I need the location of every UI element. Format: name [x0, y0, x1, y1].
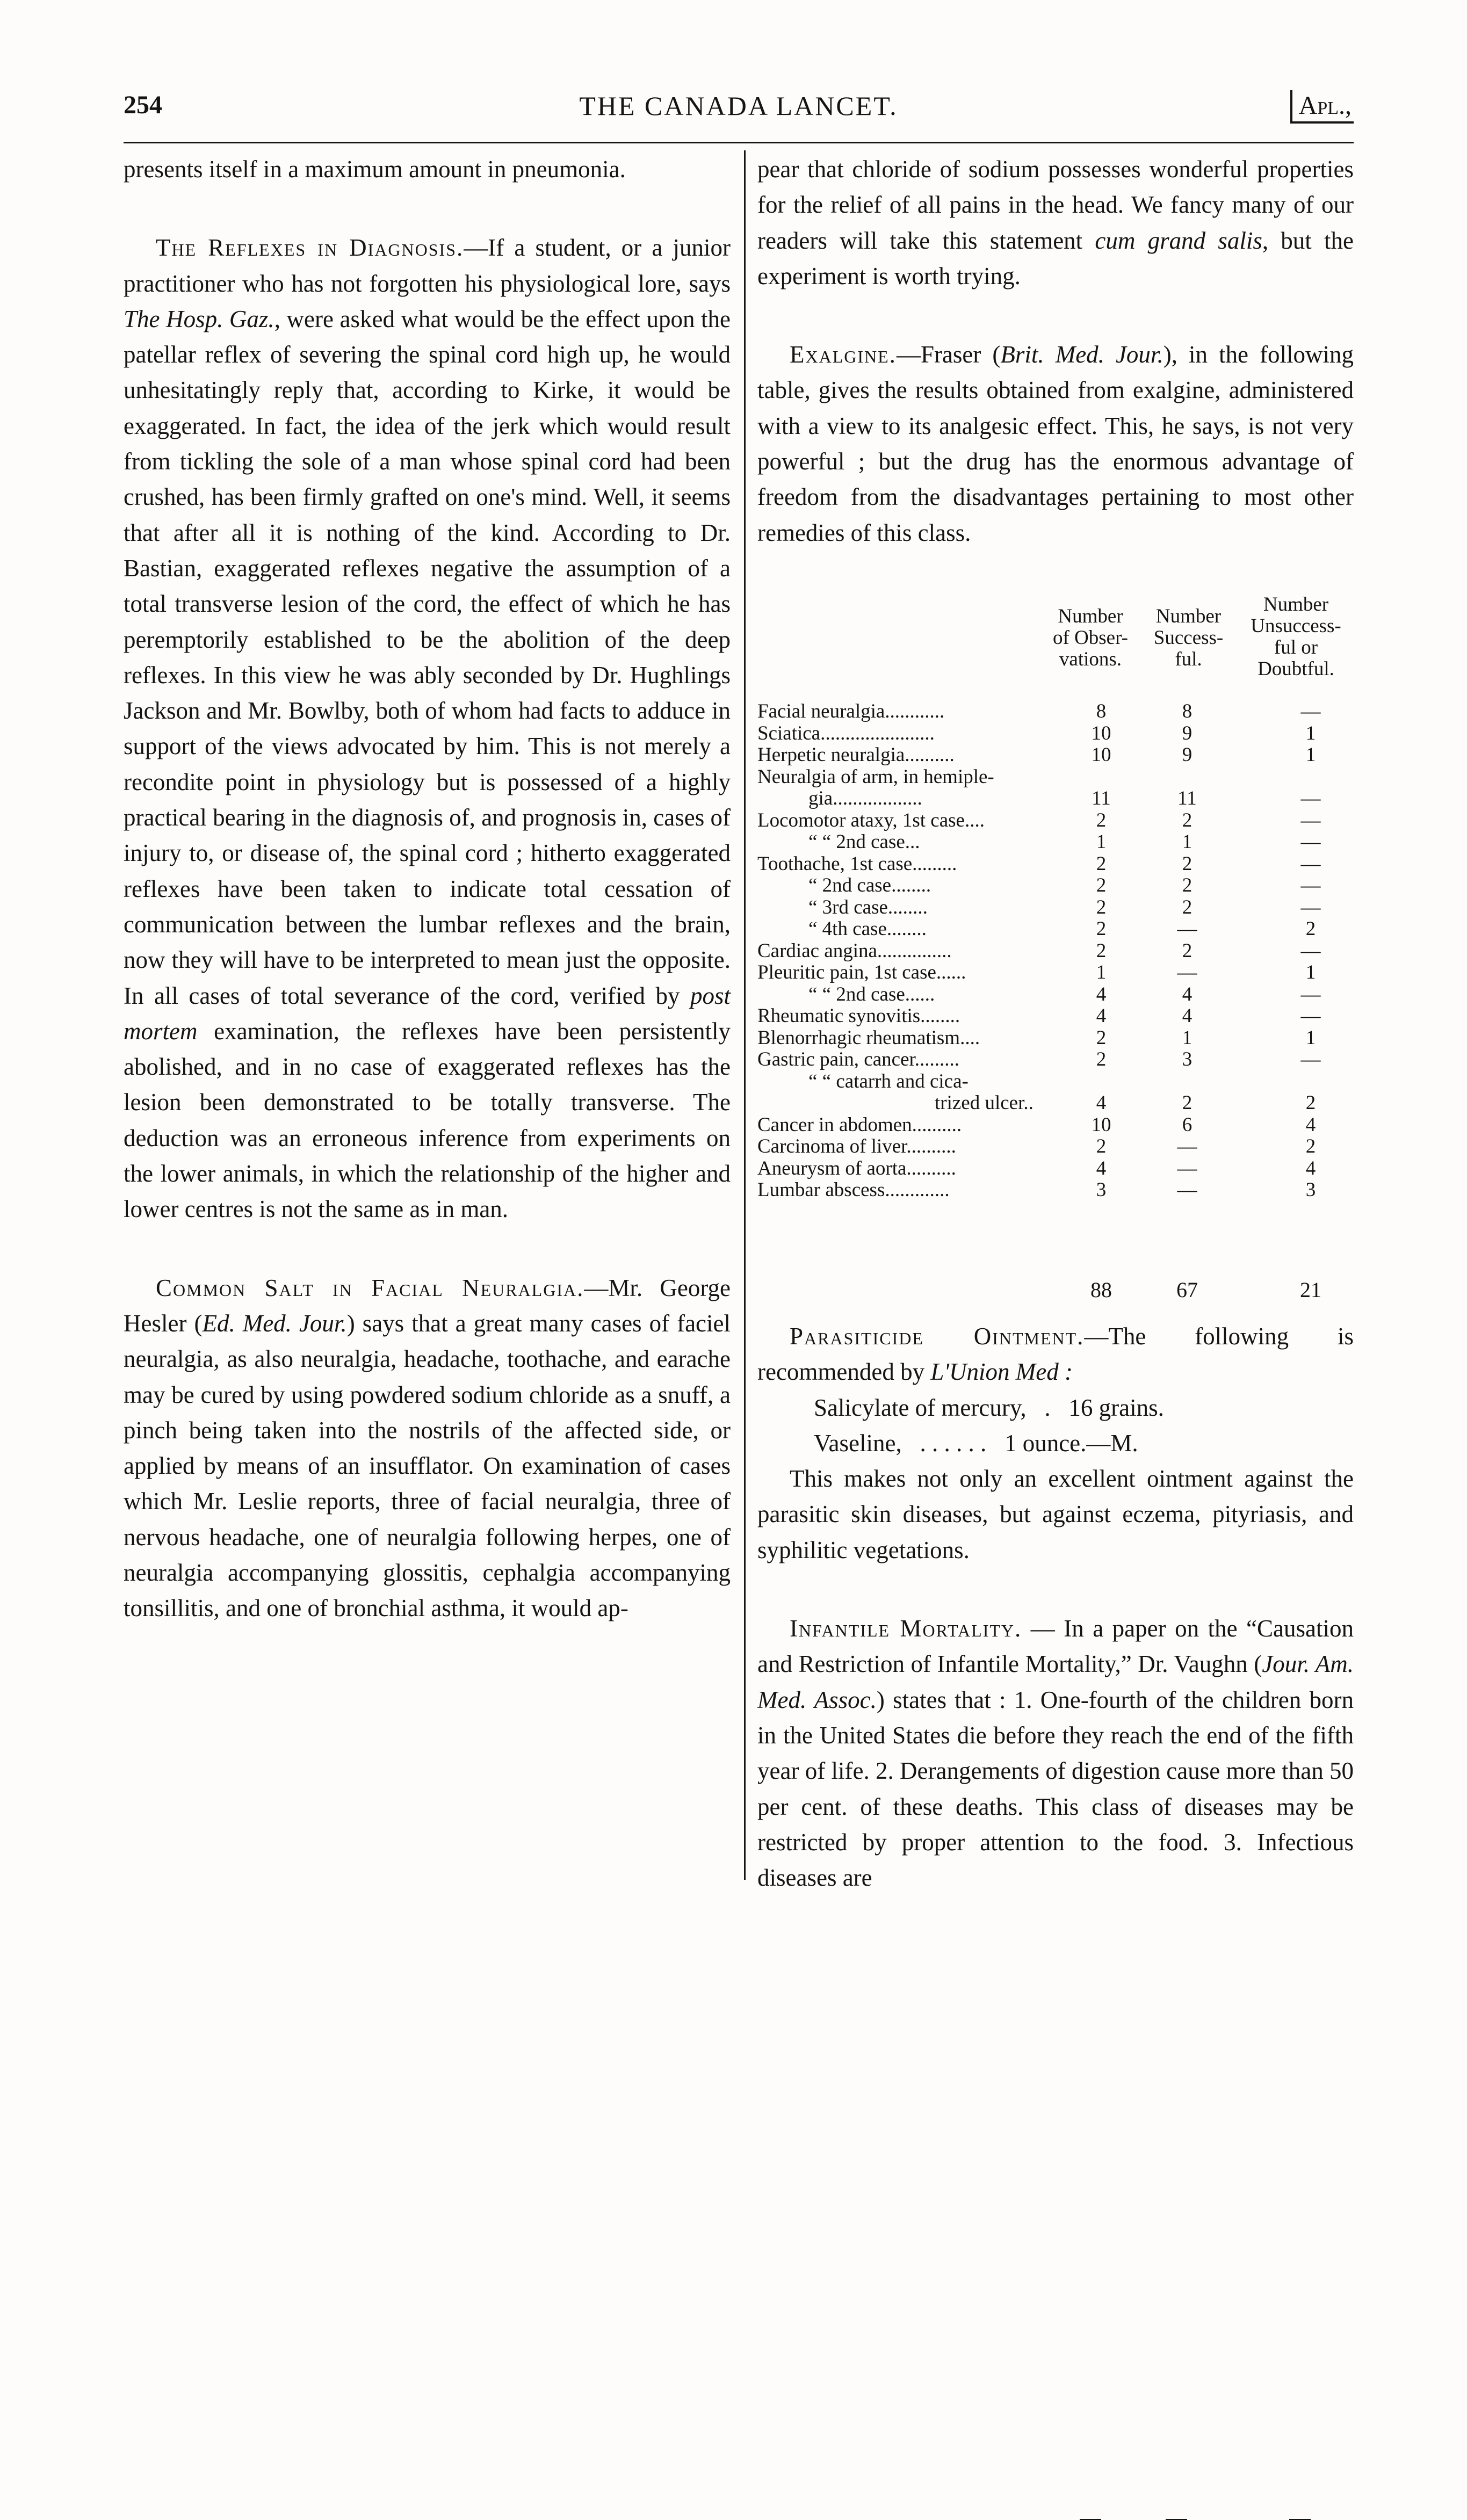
cell-successful: 4 [1182, 1005, 1193, 1027]
cell-successful: — [1177, 918, 1197, 940]
table-row [757, 744, 1354, 766]
table-row [757, 1027, 1354, 1049]
table-row [757, 1136, 1354, 1158]
salt-heading: Common Salt in Facial Neuralgia. [156, 1274, 584, 1301]
parasiticide-article [757, 1319, 1354, 1390]
right-column-top [757, 151, 1354, 551]
row-label: Herpetic neuralgia.......... [757, 744, 955, 766]
cell-successful: 2 [1182, 1092, 1193, 1114]
cell-successful: 1 [1182, 831, 1193, 853]
cell-unsuccessful: 4 [1305, 1113, 1316, 1136]
cell-unsuccessful: — [1300, 809, 1321, 831]
reflexes-article [124, 230, 731, 1227]
exalgine-heading: Exalgine. [790, 341, 897, 368]
cell-observations: 8 [1096, 700, 1107, 722]
column-divider [744, 150, 746, 1880]
table-row [757, 810, 1354, 832]
table-row [757, 1179, 1354, 1201]
cell-unsuccessful: 3 [1305, 1179, 1316, 1201]
left-column [124, 151, 731, 1626]
cell-observations: 4 [1096, 1005, 1107, 1027]
row-label: Neuralgia of arm, in hemiple- [757, 766, 994, 788]
table-row [757, 897, 1354, 919]
cell-observations: 2 [1096, 809, 1107, 831]
row-label: Facial neuralgia............ [757, 701, 945, 722]
header-successful [1141, 606, 1235, 670]
total-successful: 67 [1176, 1278, 1198, 1302]
cell-successful: 9 [1182, 722, 1193, 744]
cell-successful: 11 [1177, 787, 1197, 809]
reflexes-source: The Hosp. Gaz. [124, 305, 274, 332]
table-row [757, 1092, 1354, 1114]
row-label: Blenorrhagic rheumatism.... [757, 1027, 980, 1049]
cell-observations: 2 [1096, 918, 1107, 940]
exalgine-article [757, 337, 1354, 551]
infantile-source: Jour. Am. Med. Assoc. [757, 1650, 1354, 1713]
header-succ-line: Success- [1153, 627, 1224, 649]
exalgine-text-2: ), in the following table, gives the results obtained from exalgine, administered with a view to its analgesic effect. This, he says, is not very powerful ; but the drug has the enormous advantage of freedom from the disadvantages pertaining to most other remedies of this class. [757, 341, 1354, 546]
cell-successful: 2 [1182, 852, 1193, 875]
header-unsucc-line: ful or [1274, 636, 1318, 658]
cell-unsuccessful: — [1300, 1005, 1321, 1027]
cell-unsuccessful: 2 [1305, 918, 1316, 940]
row-label: Cardiac angina............... [757, 940, 952, 962]
cell-successful: 2 [1182, 874, 1193, 896]
header-succ-line: Number [1155, 605, 1222, 627]
cell-successful: — [1177, 1157, 1197, 1179]
table-row [757, 962, 1354, 984]
cell-successful: 6 [1182, 1113, 1193, 1136]
right-column-bottom [757, 1319, 1354, 1895]
header-rule [124, 142, 1354, 143]
table-body [757, 701, 1354, 1201]
reflexes-text-2: , were asked what would be the effect upon the patellar reflex of severing the spinal cord high up, he would unhesitatingly reply that, according to Kirke, it would be exaggerated. In fact, the idea of the jerk which would result from tickling the sole of a man whose spinal cord had been crushed, has been firmly grafted on one's mind. Well, it seems that after all it is nothing of the kind. According to Dr. Bastian, exaggerated reflexes negative the assumption of a total transverse lesion of the cord, the effect of which he has peremptorily established to be the abolition of the deep reflexes. In this view he was ably seconded by Dr. Hughlings Jackson and Mr. Bowlby, both of whom had facts to adduce in support of the views advocated by him. This is not merely a recondite point in physiology but is possessed of a highly practical bearing in the diagnosis of, and prognosis in, cases of injury to, or disease of, the spinal cord ; hitherto exaggerated reflexes have been taken to indicate total cessation of communication between the lumbar reflexes and the brain, now they will have to be interpreted to mean just the opposite. In all cases of total severance of the cord, verified by [124, 305, 731, 1009]
cell-unsuccessful: 1 [1305, 744, 1316, 766]
cell-successful: 3 [1182, 1048, 1193, 1070]
row-label: Cancer in abdomen.......... [757, 1114, 962, 1136]
row-label: Gastric pain, cancer......... [757, 1049, 960, 1070]
cell-unsuccessful: 4 [1305, 1157, 1316, 1179]
cell-observations: 4 [1096, 1092, 1107, 1114]
table-row [757, 1071, 1354, 1093]
table-row [757, 1158, 1354, 1180]
cell-successful: — [1177, 1135, 1197, 1157]
cell-observations: 11 [1092, 787, 1111, 809]
table-row [757, 853, 1354, 875]
table-totals [757, 1263, 1354, 1302]
cell-successful: 1 [1182, 1026, 1193, 1049]
cell-successful: 2 [1182, 896, 1193, 918]
cell-observations: 10 [1091, 1113, 1111, 1136]
cell-observations: 2 [1096, 874, 1107, 896]
cell-observations: 2 [1096, 896, 1107, 918]
table-row [757, 918, 1354, 940]
cell-observations: 2 [1096, 1135, 1107, 1157]
row-label: Rheumatic synovitis........ [757, 1005, 960, 1027]
table-row [757, 766, 1354, 788]
cell-unsuccessful: — [1300, 1048, 1321, 1070]
recipe-2-qty: 1 ounce.—M. [1004, 1429, 1138, 1457]
recipe-1-qty: 16 grains. [1068, 1394, 1164, 1421]
cell-successful: — [1177, 961, 1197, 983]
row-label: Locomotor ataxy, 1st case.... [757, 809, 985, 831]
cell-observations: 2 [1096, 939, 1107, 962]
infantile-heading: Infantile Mortality. [790, 1615, 1022, 1642]
row-label: Aneurysm of aorta.......... [757, 1157, 956, 1179]
row-label: “ “ 2nd case... [808, 831, 920, 853]
issue-month: Apl., [1290, 90, 1354, 124]
row-label: Lumbar abscess............. [757, 1179, 950, 1201]
row-label: Sciatica....................... [757, 722, 935, 744]
header-unsuccessful [1238, 594, 1354, 680]
cell-successful: 2 [1182, 809, 1193, 831]
row-label: Carcinoma of liver.......... [757, 1136, 956, 1157]
cell-observations: 1 [1096, 831, 1107, 853]
parasiticide-source: L'Union Med : [930, 1358, 1073, 1386]
parasiticide-continuation: This makes not only an excellent ointment against the parasitic skin diseases, but against eczema, pityriasis, and syphilitic vegetations. [757, 1465, 1354, 1563]
cell-observations: 2 [1096, 1048, 1107, 1070]
table-row [757, 1005, 1354, 1027]
cell-unsuccessful: — [1300, 787, 1321, 809]
cell-observations: 2 [1096, 1026, 1107, 1049]
cell-unsuccessful: — [1300, 896, 1321, 918]
reflexes-heading: The Reflexes in Diagnosis. [156, 234, 464, 262]
row-label: “ 4th case........ [808, 918, 927, 940]
exalgine-source: Brit. Med. Jour. [1000, 341, 1164, 368]
cell-unsuccessful: — [1300, 852, 1321, 875]
reflexes-text-3: examination, the reflexes have been persistently abolished, and in no case of exaggerated reflexes has the lesion been demonstrated to be totally transverse. The deduction was an erroneous inference from experiments on the lower animals, in which the relationship of the higher and lower centres is not the same as in man. [124, 1017, 731, 1223]
cell-observations: 2 [1096, 852, 1107, 875]
recipe-line-2 [757, 1425, 1354, 1461]
header-observations [1042, 606, 1139, 670]
salt-text-2: ) says that a great many cases of faciel neuralgia, as also neuralgia, headache, toothache, and earache may be cured by using powdered sodium chloride as a snuff, a pinch being taken into the nostrils of the affected side, or applied by means of an insufflator. On examination of cases which Mr. Leslie reports, three of facial neuralgia, three of nervous headache, one of neuralgia following herpes, one of neuralgia accompanying glossitis, cephalgia accompanying tonsillitis, and one of bronchial asthma, it would ap- [124, 1309, 731, 1622]
reflexes-italic: post mortem [124, 982, 731, 1045]
cell-unsuccessful: — [1300, 874, 1321, 896]
cell-successful: 9 [1182, 744, 1193, 766]
infantile-text-2: ) states that : 1. One-fourth of the children born in the United States die before they reach the end of the fifth year of life. 2. Derangements of digestion cause more than 50 per cent. of these deaths. This class of diseases may be restricted by proper attention to the food. 3. Infectious diseases are [757, 1686, 1354, 1892]
header-succ-line: ful. [1175, 648, 1202, 670]
cell-unsuccessful: 2 [1305, 1135, 1316, 1157]
header-obs-line: of Obser- [1052, 627, 1128, 649]
total-observations: 88 [1090, 1278, 1112, 1302]
table-row [757, 831, 1354, 853]
cell-unsuccessful: — [1300, 939, 1321, 962]
parasiticide-heading: Parasiticide Ointment. [790, 1323, 1085, 1350]
total-unsuccessful: 21 [1300, 1278, 1321, 1302]
header-unsucc-line: Unsuccess- [1251, 615, 1341, 637]
cell-successful: 4 [1182, 983, 1193, 1005]
exalgine-text-1: —Fraser ( [896, 341, 1001, 368]
continuation-italic: cum grand salis [1095, 227, 1262, 254]
header-unsucc-line: Number [1263, 593, 1329, 615]
row-label: “ “ catarrh and cica- [808, 1070, 969, 1092]
salt-source: Ed. Med. Jour. [202, 1309, 347, 1337]
table-row [757, 875, 1354, 897]
cell-unsuccessful: — [1300, 831, 1321, 853]
row-label: gia.................. [808, 788, 922, 809]
cell-unsuccessful: 1 [1305, 722, 1316, 744]
row-label: “ “ 2nd case...... [808, 983, 935, 1005]
recipe-1-dots: . [1044, 1394, 1051, 1421]
journal-title: THE CANADA LANCET. [579, 91, 898, 121]
row-label: trized ulcer.. [935, 1092, 1034, 1114]
cell-observations: 1 [1096, 961, 1107, 983]
cell-successful: 8 [1182, 700, 1193, 722]
cell-unsuccessful: 2 [1305, 1092, 1316, 1114]
recipe-2-name: Vaseline, [814, 1429, 902, 1457]
row-label: “ 2nd case........ [808, 875, 931, 896]
table-row [757, 701, 1354, 723]
running-header [124, 90, 1354, 133]
cell-successful: — [1177, 1179, 1197, 1201]
reflexes-text-1: —If a student, or a junior practitioner who has not forgotten his physiological lore, says [124, 234, 731, 297]
recipe-line-1 [757, 1390, 1354, 1425]
header-obs-line: vations. [1059, 648, 1122, 670]
row-label: “ 3rd case........ [808, 896, 928, 918]
table-row [757, 723, 1354, 745]
row-label: Pleuritic pain, 1st case...... [757, 962, 966, 983]
continuation-paragraph [757, 151, 1354, 294]
recipe-1-name: Salicylate of mercury, [814, 1394, 1027, 1421]
recipe-2-dots: . . . . . . [920, 1429, 987, 1457]
table-header [757, 586, 1354, 710]
continuation-text-2: , but the experiment is worth trying. [757, 227, 1354, 289]
row-label: Toothache, 1st case......... [757, 853, 957, 875]
continuation-text-1: pear that chloride of sodium possesses wonderful properties for the relief of all pains in the head. We fancy many of our readers will take this statement [757, 156, 1354, 254]
parasiticide-text-1: —The following is recommended by [757, 1323, 1354, 1386]
cell-observations: 10 [1091, 744, 1111, 766]
header-unsucc-line: Doubtful. [1258, 658, 1334, 680]
cell-unsuccessful: 1 [1305, 1026, 1316, 1049]
cell-observations: 4 [1096, 1157, 1107, 1179]
salt-article [124, 1270, 731, 1626]
table-row [757, 984, 1354, 1006]
page-number: 254 [124, 91, 162, 119]
table-row [757, 1114, 1354, 1136]
cell-observations: 3 [1096, 1179, 1107, 1201]
opening-paragraph: presents itself in a maximum amount in pneumonia. [124, 156, 626, 183]
cell-unsuccessful: — [1300, 983, 1321, 1005]
cell-observations: 4 [1096, 983, 1107, 1005]
salt-text-1: —Mr. George Hesler ( [124, 1274, 731, 1337]
cell-successful: 2 [1182, 939, 1193, 962]
cell-unsuccessful: — [1300, 700, 1321, 722]
infantile-text-1: — In a paper on the “Causation and Restriction of Infantile Mortality,” Dr. Vaughn ( [757, 1615, 1354, 1678]
cell-observations: 10 [1091, 722, 1111, 744]
table-row [757, 940, 1354, 962]
header-obs-line: Number [1058, 605, 1123, 627]
infantile-article [757, 1611, 1354, 1895]
table-row [757, 1049, 1354, 1071]
table-row [757, 788, 1354, 810]
cell-unsuccessful: 1 [1305, 961, 1316, 983]
